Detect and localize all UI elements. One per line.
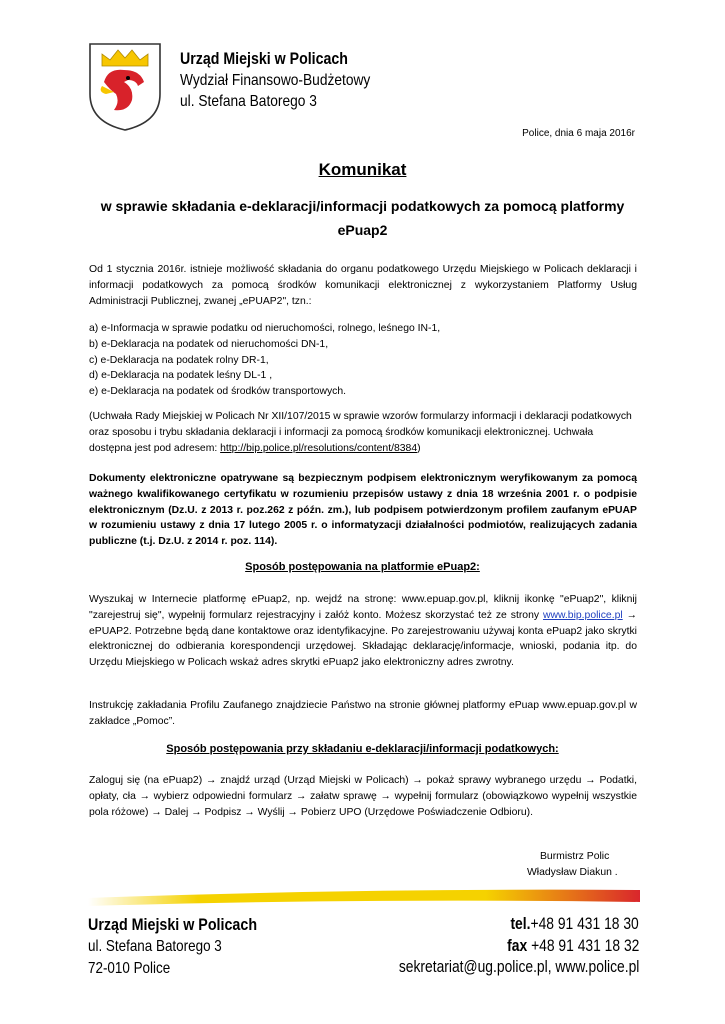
header-office-name: Urząd Miejski w Policach <box>180 50 348 68</box>
footer-phone <box>511 915 639 934</box>
section2-paragraph: Zaloguj się (na ePuap2) → znajdź urząd (Urząd Miejski w Policach) → pokaż sprawy wybranego urzędu → Podatki, opłaty, cła → wybierz odpowiedni formularz → załatw sprawę → wypełnij formularz (obowiązkowo wypełnij wszystkie pola różowe) → Dalej → Podpisz → Wyślij → Pobierz UPO (Urzędowe Poświadczenie Odbioru). <box>89 775 637 818</box>
signature-notice: Dokumenty elektroniczne opatrywane są bezpiecznym podpisem elektronicznym weryfikowanym za pomocą ważnego kwalifikowanego certyfikatu w rozumieniu przepisów ustawy z dnia 18 września 2001 r. o podpisie elektronicznym (Dz.U. z 2013 r. poz.262 z późn. zm.), lub podpisem potwierdzonym profilem zaufanym ePUAP w rozumieniu ustawy z dnia 17 lutego 2005 r. o informatyzacji działalności podmiotów, realizujących zadania publiczne (t.j. Dz.U. z 2014 r. poz. 114). <box>89 473 637 548</box>
document-title: Komunikat <box>318 160 407 179</box>
header-department: Wydział Finansowo-Budżetowy <box>180 72 371 89</box>
signature-role: Burmistrz Polic <box>540 851 610 862</box>
list-item: a) e-Informacja w sprawie podatku od nieruchomości, rolnego, leśnego IN-1, <box>89 323 441 334</box>
tel-number: +48 91 431 18 30 <box>530 915 639 933</box>
list-item: b) e-Deklaracja na podatek od nieruchomości DN-1, <box>89 338 329 350</box>
intro-paragraph: Od 1 stycznia 2016r. istnieje możliwość składania do organu podatkowego Urzędu Miejskiego w Policach deklaracji i informacji podatkowych za pomocą środków komunikacji elektronicznej z wykorzystaniem Platformy Usług Administracji Publicznej, zwanej „ePUAP2", tzn.: <box>89 264 637 307</box>
section2-heading: Sposób postępowania przy składaniu e-deklaracji/informacji podatkowych: <box>166 743 559 755</box>
city-crest-logo <box>88 42 162 132</box>
footer-city: 72-010 Police <box>88 960 171 977</box>
footer-color-bar <box>88 888 640 906</box>
list-item: d) e-Deklaracja na podatek leśny DL-1 , <box>89 370 273 382</box>
date-line: Police, dnia 6 maja 2016r <box>522 128 635 139</box>
resolution-text: (Uchwała Rady Miejskiej w Policach Nr XII/107/2015 w sprawie wzorów formularzy informacji i deklaracji podatkowych oraz sposobu i trybu składania deklaracji i informacji za pomocą środków komunikacji elektronicznej. Uchwała dostępna jest pod adresem: <box>89 411 632 454</box>
list-item: e) e-Deklaracja na podatek od środków transportowych. <box>89 386 347 398</box>
footer-address: ul. Stefana Batorego 3 <box>88 938 222 955</box>
section1-text-after: → ePUAP2. Potrzebne będą dane kontaktowe oraz identyfikacyjne. Po zarejestrowaniu używaj konta ePuap2 jako skrytki elektronicznej do odbierania korespondencji urzędowej. Składając deklarację/informacje, wnioski, podania itp. do Urzędu Miejskiego w Policach wskaż adres skrytki ePuap2 jako elektroniczny adres zwrotny. <box>89 609 638 669</box>
document-subtitle: w sprawie składania e-deklaracji/informacji podatkowych za pomocą platformy ePuap2 <box>100 198 625 238</box>
resolution-paragraph <box>89 409 637 456</box>
list-item: c) e-Deklaracja na podatek rolny DR-1, <box>89 354 269 366</box>
fax-number: +48 91 431 18 32 <box>526 937 639 955</box>
resolution-link[interactable]: http://bip.police.pl/resolutions/content/8384 <box>220 442 418 454</box>
section1-instructions: Instrukcję zakładania Profilu Zaufanego znajdziecie Państwo na stronie głównej platformy ePuap www.epuap.gov.pl w zakładce „Pomoc”. <box>89 700 637 727</box>
footer-fax <box>507 937 639 956</box>
section1-heading: Sposób postępowania na platformie ePuap2: <box>245 561 480 573</box>
forms-list <box>89 321 637 400</box>
section1-paragraph <box>89 592 637 671</box>
resolution-closing: ) <box>417 442 421 454</box>
bip-link[interactable]: www.bip.police.pl <box>542 609 623 621</box>
footer-office-name: Urząd Miejski w Policach <box>88 915 258 934</box>
footer-contact: sekretariat@ug.police.pl, www.police.pl <box>398 958 639 976</box>
signature-name: Władysław Diakun . <box>527 867 618 878</box>
header-address: ul. Stefana Batorego 3 <box>180 93 317 110</box>
tel-label: tel. <box>510 915 531 933</box>
section1-text-before: Wyszukaj w Internecie platformę ePuap2, np. wejdź na stronę: www.epuap.gov.pl, kliknij ikonkę "ePuap2", kliknij "zarejestruj się", wypełnij formularz rejestracyjny i załóż konto. Możesz skorzystać też ze strony <box>89 594 637 621</box>
fax-label: fax <box>506 937 527 955</box>
